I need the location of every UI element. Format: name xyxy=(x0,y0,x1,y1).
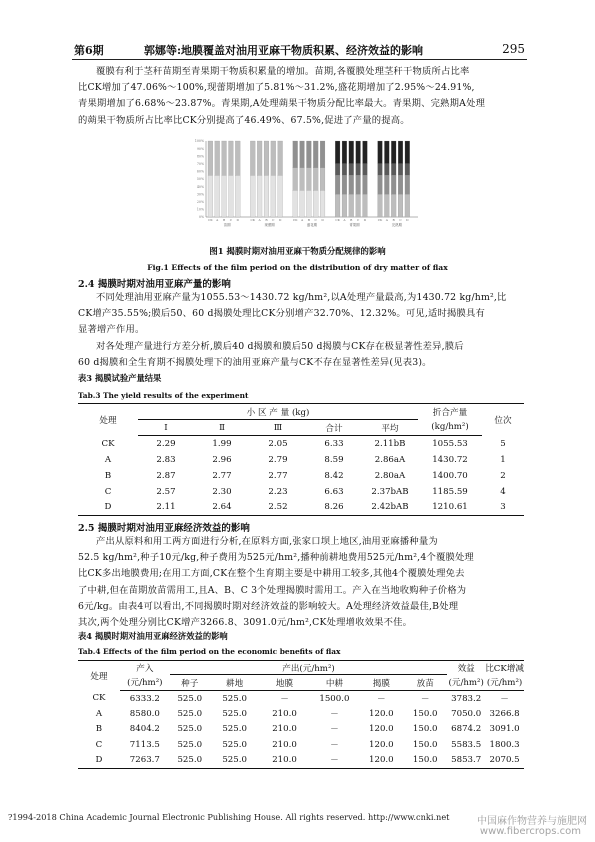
table-cell: 2070.5 xyxy=(485,753,524,769)
bar-segment xyxy=(378,194,383,217)
bar-segment xyxy=(349,164,354,175)
bar-segment xyxy=(378,175,383,194)
header-rep-2: Ⅱ xyxy=(194,420,250,436)
bar-label: D xyxy=(406,218,409,222)
header-benefit-unit: (元/hm²) xyxy=(447,675,485,691)
bar-segment xyxy=(235,175,240,217)
text-line: CK增产35.55%;膜后50、60 d揭膜处理比CK分别增产32.70%、12.32%。可见,适时揭膜具有 xyxy=(78,308,486,320)
table-cell: 525.0 xyxy=(222,724,247,735)
table-cell: 7263.7 xyxy=(120,753,170,769)
table-cell: 5853.7 xyxy=(447,753,485,769)
table-cell: 1400.70 xyxy=(432,470,468,481)
bar-segment xyxy=(335,141,340,164)
text-line: 其次,两个处理分别比CK增产3266.8、3091.0元/hm²,CK处理增收效果不佳。 xyxy=(78,617,413,629)
bar-segment xyxy=(271,175,276,217)
text-line: 产出从原料和用工两方面进行分析,在原料方面,张家口坝上地区,油用亚麻播种量为 xyxy=(96,536,438,547)
bar-segment xyxy=(363,175,368,194)
table-cell: 2.87 xyxy=(156,470,176,481)
bar-segment xyxy=(300,190,305,217)
table-row xyxy=(78,484,524,500)
bar-segment xyxy=(363,164,368,175)
table-cell: 120.0 xyxy=(369,724,394,735)
bar-segment xyxy=(405,164,410,175)
table-cell: － xyxy=(330,740,339,751)
bar-segment xyxy=(293,168,298,191)
table-cell: 120.0 xyxy=(369,739,394,750)
bar-segment xyxy=(278,175,283,217)
bar-segment xyxy=(250,141,255,175)
y-tick-label: 40% xyxy=(196,184,204,189)
watermark-url: www.fibercrops.com xyxy=(479,826,581,837)
bar-label: B xyxy=(307,218,310,222)
issue-number: 第6期 xyxy=(74,44,104,57)
y-tick-label: 50% xyxy=(196,177,204,182)
bar-label: C xyxy=(356,218,360,222)
bar-segment xyxy=(320,190,325,217)
table-cell: 2.64 xyxy=(194,500,250,516)
text-line: 的蒴果干物质所占比率比CK分别提高了46.49%、67.5%,促进了产量的提高。 xyxy=(78,114,410,126)
table-cell: 6874.2 xyxy=(451,724,482,735)
bar-segment xyxy=(313,168,318,191)
table-cell: 3266.8 xyxy=(489,708,520,719)
header-plot-yield: 小 区 产 量 (kg) xyxy=(138,404,418,420)
header-total: 合计 xyxy=(306,420,362,436)
bar-label: C xyxy=(229,218,233,222)
bar-segment xyxy=(306,141,311,168)
table-cell: 3783.2 xyxy=(451,693,482,704)
header-mean: 平均 xyxy=(362,420,418,436)
bar-segment xyxy=(356,141,361,164)
table4-economic-benefits xyxy=(78,660,524,769)
watermark-text: 中国麻作物营养与施肥网 xyxy=(477,816,587,827)
text-line: 52.5 kg/hm²,种子10元/kg,种子费用为525元/hm²,播种前耕地费用525元/hm²,4个覆膜处理 xyxy=(78,552,474,564)
table-cell: 7113.5 xyxy=(129,739,160,750)
table3-caption-cn: 表3 揭膜试验产量结果 xyxy=(78,373,162,383)
header-release: 放苗 xyxy=(403,675,447,691)
table-row xyxy=(78,753,524,769)
table3-body xyxy=(78,436,524,516)
y-tick-label: 0% xyxy=(198,215,204,220)
table-cell: 2.86aA xyxy=(374,454,406,465)
table-cell: 120.0 xyxy=(369,708,394,719)
bar-segment xyxy=(271,141,276,175)
table3-caption-en: Tab.3 The yield results of the experiment xyxy=(78,391,249,400)
bar-segment xyxy=(363,194,368,217)
text-line: 覆膜有利于茎秆苗期至青果期干物质积累量的增加。苗期,各覆膜处理茎秆干物质所占比率 xyxy=(96,66,470,77)
header-film: 地膜 xyxy=(260,675,310,691)
table-cell: 2.42bAB xyxy=(362,500,418,516)
y-tick-label: 60% xyxy=(196,169,204,174)
text-line: 比CK多出地膜费用;在用工方面,CK在整个生育期主要是中耕用工较多,其他4个覆膜处理免去 xyxy=(78,568,465,580)
table-row xyxy=(78,737,524,753)
bar-segment xyxy=(313,141,318,168)
table-cell: 525.0 xyxy=(210,753,260,769)
table-row xyxy=(78,691,524,707)
bar-segment xyxy=(300,141,305,168)
table-cell: 2.96 xyxy=(212,454,232,465)
bar-segment xyxy=(264,141,269,175)
bar-segment xyxy=(300,168,305,191)
table-cell: 8.42 xyxy=(324,470,344,481)
stage-label: 完熟期 xyxy=(391,223,402,227)
bar-segment xyxy=(384,175,389,194)
header-converted-unit: (kg/hm²) xyxy=(418,420,482,436)
table-cell: CK xyxy=(101,438,115,449)
header-seed: 种子 xyxy=(170,675,210,691)
bar-label: B xyxy=(350,218,353,222)
bar-segment xyxy=(349,194,354,217)
bar-segment xyxy=(356,164,361,175)
header-benefit: 效益 xyxy=(447,661,485,675)
table-cell: C xyxy=(104,486,112,497)
table-cell: 5583.5 xyxy=(451,739,482,750)
table-cell: － xyxy=(500,694,509,705)
bar-segment xyxy=(356,194,361,217)
stage-label: 苗期 xyxy=(223,223,231,227)
table-cell: 525.0 xyxy=(177,693,203,704)
bar-segment xyxy=(335,164,340,175)
table-cell: 2.23 xyxy=(268,486,288,497)
bar-segment xyxy=(208,175,213,217)
table-cell: D xyxy=(78,753,120,769)
table-cell: A xyxy=(95,708,103,719)
bar-label: C xyxy=(272,218,275,222)
table-cell: 525.0 xyxy=(177,724,203,735)
table-cell: 210.0 xyxy=(272,724,297,735)
table-cell: 1055.53 xyxy=(432,438,468,449)
table-cell: 210.0 xyxy=(272,708,297,719)
bar-label: CK xyxy=(292,218,298,222)
bar-segment xyxy=(391,164,396,175)
bar-segment xyxy=(349,141,354,164)
y-tick-label: 70% xyxy=(196,162,204,166)
header-cultivation: 中耕 xyxy=(309,675,359,691)
header-rank: 位次 xyxy=(482,404,524,436)
table-cell: 8.59 xyxy=(324,454,344,465)
bar-segment xyxy=(342,141,347,164)
bar-segment xyxy=(257,175,262,217)
table4-caption-cn: 表4 揭膜时期对油用亚麻经济效益的影响 xyxy=(78,631,228,641)
table-cell: － xyxy=(330,725,339,736)
table-cell: 150.0 xyxy=(412,739,438,750)
bar-segment xyxy=(384,141,389,164)
table-cell: 2.80aA xyxy=(374,470,406,481)
paragraph-yield xyxy=(78,290,528,371)
header-input: 产入 xyxy=(120,661,170,675)
bar-label: C xyxy=(399,218,402,222)
table-cell: D xyxy=(78,500,138,516)
bar-label: B xyxy=(265,218,268,222)
table-cell: 1800.3 xyxy=(489,739,520,750)
bar-segment xyxy=(257,141,262,175)
bar-segment xyxy=(391,175,396,194)
table-cell: CK xyxy=(92,693,106,704)
bar-label: CK xyxy=(377,218,383,222)
bar-segment xyxy=(278,141,283,175)
y-tick-label: 90% xyxy=(196,146,204,151)
bar-segment xyxy=(215,175,220,217)
table-cell: 2 xyxy=(500,470,506,481)
table-cell: 6.63 xyxy=(324,486,344,497)
bar-segment xyxy=(384,164,389,175)
table-row xyxy=(78,500,524,516)
table-cell: B xyxy=(104,470,112,481)
table-cell: 1.99 xyxy=(212,438,232,449)
bar-segment xyxy=(250,175,255,217)
table-row xyxy=(78,468,524,484)
table-cell: 2.52 xyxy=(250,500,306,516)
bar-label: B xyxy=(392,218,395,222)
bar-segment xyxy=(398,164,403,175)
page-number: 295 xyxy=(502,42,525,56)
bar-label: CK xyxy=(335,218,340,222)
table-cell: 1210.61 xyxy=(418,500,482,516)
header-treatment: 处理 xyxy=(78,661,120,691)
table-cell: 2.77 xyxy=(212,470,232,481)
table-cell: － xyxy=(309,753,359,769)
table-cell: 4 xyxy=(500,486,506,497)
header-increase: 比CK增减 xyxy=(485,661,524,675)
table-cell: 525.0 xyxy=(222,708,247,719)
bar-label: A xyxy=(300,218,304,222)
section-title-economics: 2.5 揭膜时期对油用亚麻经济效益的影响 xyxy=(78,523,250,534)
bar-segment xyxy=(320,141,325,168)
header-rep-3: Ⅲ xyxy=(250,420,306,436)
table-cell: 2.37bAB xyxy=(371,486,409,497)
table-cell: 525.0 xyxy=(177,708,203,719)
table-cell: 3091.0 xyxy=(489,724,520,735)
bar-segment xyxy=(235,141,240,175)
bar-label: CK xyxy=(250,218,256,222)
table-cell: 2.79 xyxy=(268,454,288,465)
table-cell: － xyxy=(330,709,339,720)
y-tick-label: 30% xyxy=(196,192,204,197)
table-cell: 1430.72 xyxy=(432,454,468,465)
table-cell: 525.0 xyxy=(170,753,210,769)
table-cell: 8404.2 xyxy=(129,724,160,735)
y-tick-label: 100% xyxy=(194,139,204,144)
bar-segment xyxy=(306,168,311,191)
bar-segment xyxy=(208,141,213,175)
bar-label: A xyxy=(385,218,388,222)
text-line: 60 d揭膜和全生育期不揭膜处理下的油用亚麻产量与CK不存在显著性差异(见表3)。 xyxy=(78,356,432,368)
bar-segment xyxy=(342,164,347,175)
table-cell: 525.0 xyxy=(222,739,247,750)
table-cell: 210.0 xyxy=(260,753,310,769)
table-cell: 8.26 xyxy=(306,500,362,516)
bar-segment xyxy=(398,141,403,164)
bar-label: D xyxy=(363,218,367,222)
table-cell: 2.30 xyxy=(212,486,232,497)
bar-label: A xyxy=(258,218,261,222)
bar-segment xyxy=(313,190,318,217)
table-cell: 120.0 xyxy=(359,753,403,769)
header-treatment: 处理 xyxy=(78,404,138,436)
paragraph-dry-matter xyxy=(78,64,528,129)
table-cell: 2.83 xyxy=(156,454,176,465)
bar-segment xyxy=(405,194,410,217)
text-line: 青果期增加了6.68%～23.87%。青果期,A处理蒴果干物质分配比率最大。青果期、完熟期A处理 xyxy=(78,98,486,110)
table-cell: B xyxy=(95,724,103,735)
section-title-yield: 2.4 揭膜时期对油用亚麻产量的影响 xyxy=(78,279,231,290)
bar-label: D xyxy=(278,218,282,222)
bar-segment xyxy=(222,175,227,217)
bar-label: D xyxy=(321,218,324,222)
table-cell: C xyxy=(95,739,103,750)
bar-segment xyxy=(342,175,347,194)
table-cell: 7050.0 xyxy=(451,708,482,719)
table-row xyxy=(78,706,524,722)
table-cell: － xyxy=(420,694,430,705)
bar-segment xyxy=(378,164,383,175)
bar-segment xyxy=(405,175,410,194)
figure-dry-matter-distribution xyxy=(176,137,424,237)
bar-label: A xyxy=(343,218,346,222)
table4-body xyxy=(78,691,524,769)
y-tick-label: 80% xyxy=(196,154,204,159)
table-cell: － xyxy=(377,694,386,705)
table-cell: A xyxy=(104,454,112,465)
stage-label: 青果期 xyxy=(349,223,360,227)
bar-segment xyxy=(215,141,220,175)
bar-label: B xyxy=(222,218,226,222)
table-row xyxy=(78,452,524,468)
text-line: 显著增产作用。 xyxy=(78,324,145,336)
table-cell: 150.0 xyxy=(412,724,438,735)
table-cell: 3 xyxy=(482,500,524,516)
text-line: 不同处理油用亚麻产量为1055.53～1430.72 kg/hm²,以A处理产量最高,为1430.72 kg/hm²,比 xyxy=(96,292,507,303)
figure-caption-en: Fig.1 Effects of the film period on the distribution of dry matter of flax xyxy=(147,263,448,272)
text-line: 了中耕,但在苗期放苗需用工,且A、B、C 3个处理揭膜时需用工。产入在当地收购种子价格为 xyxy=(78,584,467,596)
table-cell: 150.0 xyxy=(412,708,438,719)
figure-caption-cn: 图1 揭膜时期对油用亚麻干物质分配规律的影响 xyxy=(209,246,386,256)
bar-label: D xyxy=(236,218,239,222)
bar-segment xyxy=(398,175,403,194)
bar-segment xyxy=(320,168,325,191)
bar-segment xyxy=(306,190,311,217)
running-header xyxy=(74,42,525,58)
stage-label: 盛花期 xyxy=(306,223,318,227)
table4-caption-en: Tab.4 Effects of the film period on the economic benefits of flax xyxy=(78,647,341,656)
header-increase-unit: (元/hm²) xyxy=(485,675,524,691)
table-cell: 8580.0 xyxy=(129,708,160,719)
y-tick-label: 10% xyxy=(196,207,204,212)
bar-segment xyxy=(356,175,361,194)
bar-segment xyxy=(335,175,340,194)
table3-yield-results xyxy=(78,403,524,516)
table-cell: 6333.2 xyxy=(129,693,160,704)
table-row xyxy=(78,436,524,452)
header-input-unit: (元/hm²) xyxy=(120,675,170,691)
table-cell: 2.29 xyxy=(156,438,176,449)
bar-label: CK xyxy=(208,218,213,222)
y-tick-label: 20% xyxy=(196,200,204,204)
bar-segment xyxy=(378,141,383,164)
bar-segment xyxy=(229,141,234,175)
bar-segment xyxy=(222,141,227,175)
header-converted-yield: 折合产量 xyxy=(418,404,482,420)
bar-segment xyxy=(229,175,234,217)
bar-segment xyxy=(264,175,269,217)
header-uncover: 揭膜 xyxy=(359,675,403,691)
header-rep-1: Ⅰ xyxy=(138,420,194,436)
table-cell: 1 xyxy=(500,454,506,465)
table-cell: 2.11 xyxy=(138,500,194,516)
bar-segment xyxy=(391,141,396,164)
header-tillage: 耕地 xyxy=(210,675,260,691)
bar-segment xyxy=(398,194,403,217)
table-cell: 6.33 xyxy=(324,438,344,449)
bar-segment xyxy=(384,194,389,217)
bar-segment xyxy=(349,175,354,194)
table-cell: 1500.0 xyxy=(319,693,350,704)
bar-segment xyxy=(293,190,298,217)
bar-label: A xyxy=(216,218,219,222)
bar-segment xyxy=(405,141,410,164)
bar-label: C xyxy=(314,218,317,222)
table-cell: 2.57 xyxy=(156,486,176,497)
table-cell: 2.11bB xyxy=(374,438,406,449)
running-title: 郭娜等:地膜覆盖对油用亚麻干物质积累、经济效益的影响 xyxy=(144,44,424,57)
table-cell: 2.77 xyxy=(268,470,288,481)
table-cell: － xyxy=(280,694,289,705)
bar-segment xyxy=(335,194,340,217)
table-cell: 525.0 xyxy=(222,693,247,704)
bar-segment xyxy=(391,194,396,217)
header-rule xyxy=(72,59,527,60)
bar-segment xyxy=(342,194,347,217)
table-cell: 210.0 xyxy=(272,739,297,750)
table-cell: 1185.59 xyxy=(432,486,468,497)
paragraph-economics xyxy=(78,534,528,631)
text-line: 比CK增加了47.06%～100%,现蕾期增加了5.81%～31.2%,盛花期增加了2.95%～24.91%, xyxy=(78,82,475,94)
header-output: 产出(元/hm²) xyxy=(170,661,447,675)
table-cell: 2.05 xyxy=(268,438,288,449)
table-row xyxy=(78,722,524,738)
text-line: 6元/kg。由表4可以看出,不同揭膜时期对经济效益的影响较大。A处理经济效益最佳,B处理 xyxy=(78,600,459,612)
stage-label: 现蕾期 xyxy=(264,223,275,227)
bar-segment xyxy=(293,141,298,168)
copyright-footer: ?1994-2018 China Academic Journal Electronic Publishing House. All rights reserved. http://www.cnki.net xyxy=(8,812,450,822)
table-cell: 150.0 xyxy=(403,753,447,769)
table-cell: 525.0 xyxy=(177,739,203,750)
table-cell: 5 xyxy=(500,438,506,449)
text-line: 对各处理产量进行方差分析,膜后40 d揭膜和膜后50 d揭膜与CK存在极显著性差异,膜后 xyxy=(96,340,464,352)
bar-segment xyxy=(363,141,368,164)
